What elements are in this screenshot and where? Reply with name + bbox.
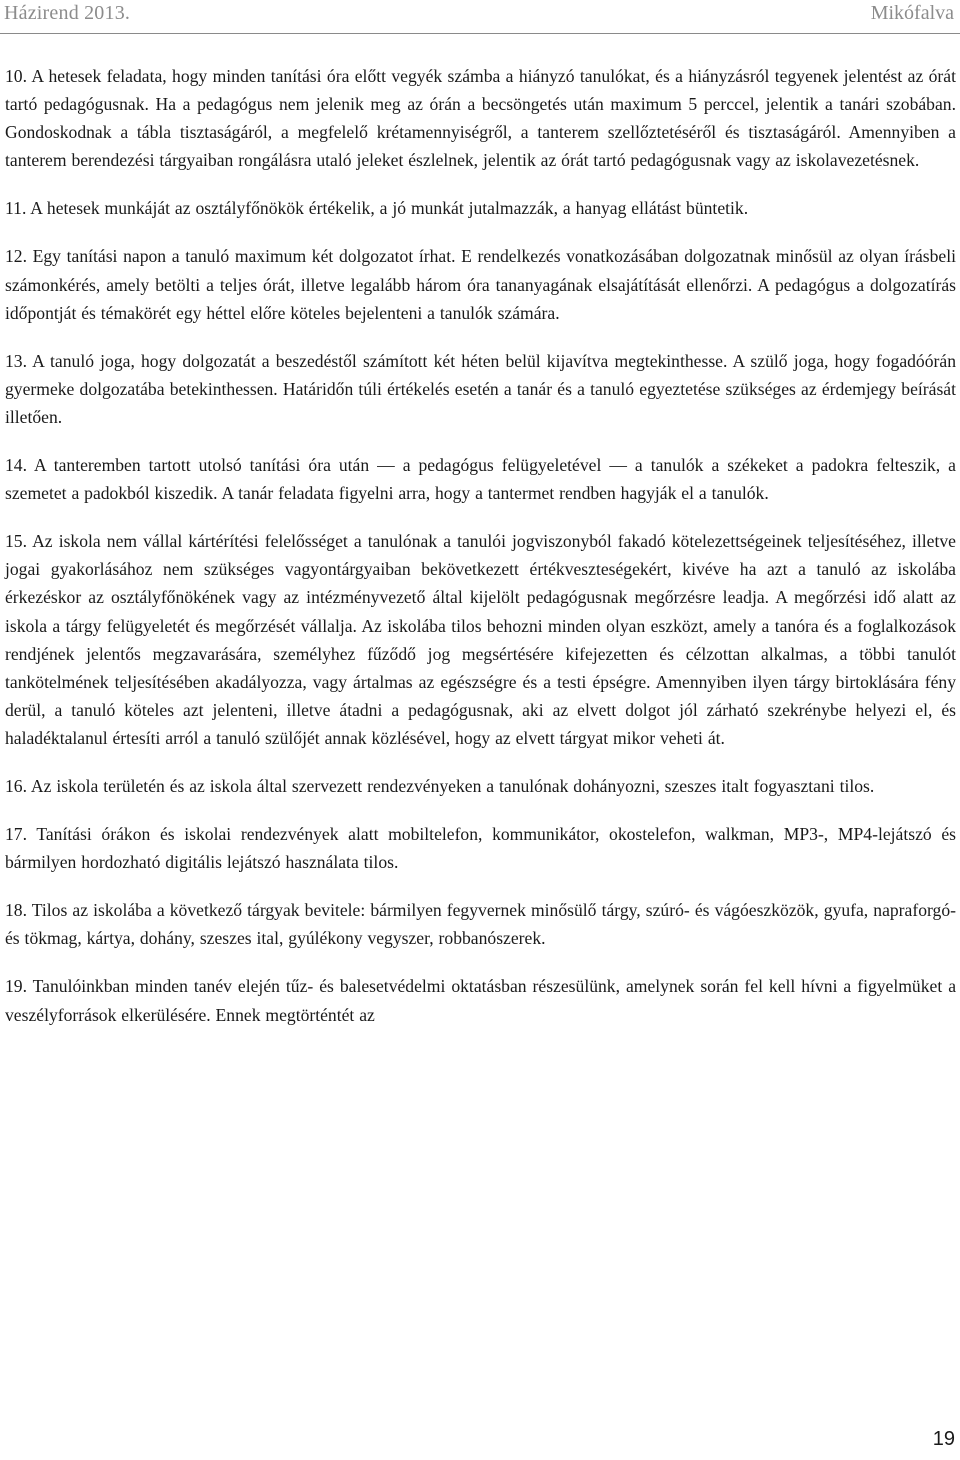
paragraph-16: 16. Az iskola területén és az iskola által szervezett rendezvényeken a tanulónak dohányozni, szeszes italt fogyasztani tilos. — [5, 775, 875, 796]
paragraph-15: 15. Az iskola nem vállal kártérítési felelősséget a tanulónak a tanulói jogviszonyból fakadó kötelezettségeinek teljesítéséhez, illetve jogai gyakorlásához nem szükséges vagyontárgyaiban bekövetkezett értékveszteségekért, kivéve ha azt a tanuló az iskolába érkezéskor az osztályfőnökének vagy az intézményvezető által kijelölt pedagógusnak megőrzésre leadja. A megőrzési idő alatt az iskola a tárgy felügyeletét és megőrzését vállalja. Az iskolába tilos behozni minden olyan eszközt, amely a tanóra és a foglalkozások rendjének jelentős megzavarására, személyhez fűződő jog megsértésére kifejezetten és célzottan alkalmas, a többi tanulót tankötelmének teljesítésében akadályozza, vagy ártalmas az egészségre és a testi épségre. Amennyiben ilyen tárgy birtoklására fény derül, a tanuló köteles azt jelenteni, illetve átadni a pedagógusnak, aki az elvett dolgot jól zárható szekrénybe helyezi el, és haladéktalanul értesíti arról a tanuló szülőjét annak közlésével, hogy az elvett tárgyat mikor veheti át. — [5, 531, 956, 748]
paragraph-11: 11. A hetesek munkáját az osztályfőnökök értékelik, a jó munkát jutalmazzák, a hanyag ellátást büntetik. — [5, 198, 749, 219]
paragraph-14: 14. A tanteremben tartott utolsó tanítási óra után — a pedagógus felügyeletével — a tanulók a székeket a padokra felteszik, a szemetet a padokból kiszedik. A tanár feladata figyelni arra, hogy a tantermet rendben hagyják el a tanulók. — [5, 455, 956, 504]
paragraph-18: 18. Tilos az iskolába a következő tárgyak bevitele: bármilyen fegyvernek minősülő tárgy, szúró- és vágóeszközök, gyufa, napraforgó- és tökmag, kártya, dohány, szeszes ital, gyúlékony vegyszer, robbanószerek. — [5, 900, 956, 949]
page-number: 19 — [932, 1428, 955, 1450]
paragraph-12: 12. Egy tanítási napon a tanuló maximum két dolgozatot írhat. E rendelkezés vonatkozásában dolgozatnak minősül az olyan írásbeli számonkérés, amely betölti a teljes órát, illetve legalább három óra tananyagának elsajátítását ellenőrzi. A pedagógus a dolgozatírás időpontját és témakörét egy héttel előre köteles bejelenteni a tanulók számára. — [5, 246, 956, 323]
paragraph-19: 19. Tanulóinkban minden tanév elején tűz- és balesetvédelmi oktatásban részesülünk, amelynek során fel kell hívni a figyelmüket a veszélyforrások elkerülésére. Ennek megtörténtét az — [5, 976, 956, 1025]
document-title: Házirend 2013. — [4, 2, 131, 24]
document-body — [5, 62, 956, 1049]
paragraph-17: 17. Tanítási órákon és iskolai rendezvények alatt mobiltelefon, kommunikátor, okostelefon, walkman, MP3-, MP4-lejátszó és bármilyen hordozható digitális lejátszó használata tilos. — [5, 824, 956, 873]
paragraph-13: 13. A tanuló joga, hogy dolgozatát a beszedéstől számított két héten belül kijavítva megtekinthesse. A szülő joga, hogy fogadóórán gyermeke dolgozatába betekinthessen. Határidőn túli értékelés esetén a tanár és a tanuló egyeztetése szükséges az érdemjegy beírását illetően. — [5, 350, 956, 427]
school-name: Mikófalva — [870, 2, 954, 24]
paragraph-10: 10. A hetesek feladata, hogy minden tanítási óra előtt vegyék számba a hiányzó tanulókat, és a hiányzásról tegyenek jelentést az órát tartó pedagógusnak. Ha a pedagógus nem jelenik meg az órán a becsöngetés után maximum 5 perccel, jelentik a tanári szobában. Gondoskodnak a tábla tisztaságáról, a megfelelő krétamennyiségről, a tanterem szellőztetéséről és tisztaságáról. Amennyiben a tanterem berendezési tárgyaiban rongálásra utaló jeleket észlelnek, jelentik az órát tartó pedagógusnak vagy az iskolavezetésnek. — [5, 66, 956, 171]
page-header — [0, 0, 960, 34]
